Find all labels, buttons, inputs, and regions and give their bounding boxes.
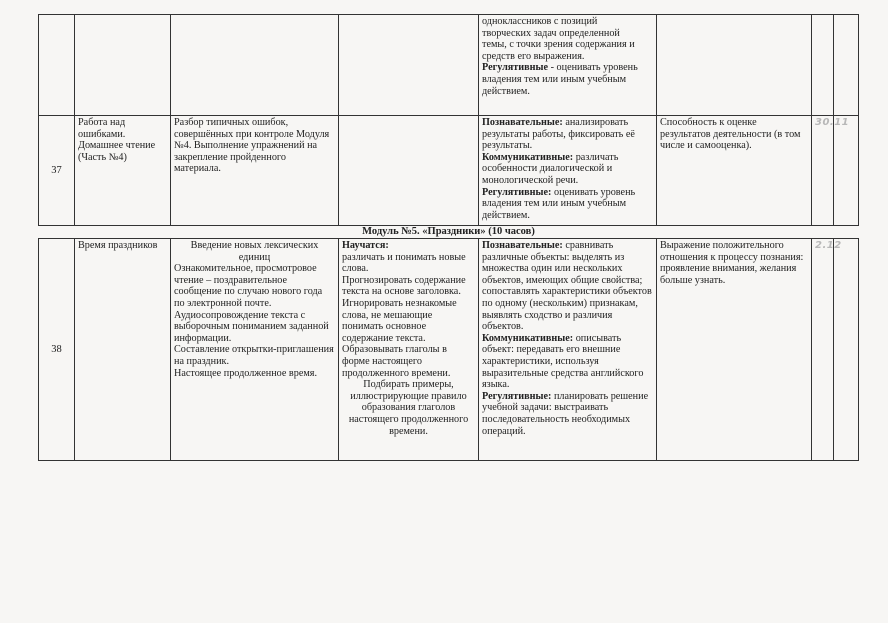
content-line: Введение новых лексических единиц [190, 240, 319, 263]
module-title: Модуль №5. «Праздники» (10 часов) [39, 226, 859, 239]
cell-empty [834, 239, 859, 461]
meta-line: одноклассников с позиций [482, 16, 598, 27]
communicative-ud [482, 333, 653, 391]
cell-metasubject-results [479, 116, 657, 226]
cognitive-text: анализировать результаты работы, фиксировать её результаты. [482, 117, 635, 152]
regulative-ud [482, 187, 653, 222]
handwritten-date: 2.12 [815, 240, 842, 251]
content-line: Составление открытки-приглашения на праздник. [174, 344, 334, 367]
cognitive-ud [482, 240, 653, 333]
communicative-ud [482, 152, 653, 187]
meta-line: творческих задач определенной [482, 27, 620, 39]
table-row-37 [39, 116, 859, 226]
cognitive-label: Познавательные: [482, 117, 563, 128]
lesson-topic: Время праздников [75, 239, 171, 461]
cell-subject-results [339, 15, 479, 116]
cell-empty [834, 15, 859, 116]
lesson-content: Разбор типичных ошибок, совершённых при контроле Модуля №4. Выполнение упражнений на закрепление пройденного материала. [171, 116, 339, 226]
cell-personal-results [657, 15, 812, 116]
cell-date [812, 116, 850, 226]
content-line: Ознакомительное, просмотровое чтение – поздравительное сообщение по случаю нового года по электронной почте. [174, 263, 323, 309]
cell-content [171, 15, 339, 116]
communicative-label: Коммуникативные: [482, 151, 574, 163]
subject-results [339, 239, 479, 461]
cell-date [812, 15, 834, 116]
regulative-text: оценивать уровень владения тем или иным учебным действием. [482, 186, 636, 221]
cognitive-text: сравнивать различные объекты: выделять из множества один или нескольких объектов, имеющих общие свойства; сопоставлять характеристики объектов по одному (нескольким) признакам, выявлять сходство и различия объектов. [482, 240, 652, 333]
communicative-label: Коммуникативные: [482, 332, 574, 344]
meta-line: средств его выражения. [482, 50, 585, 62]
regulative-text: планировать решение учебной задачи: выстраивать последовательность необходимых операций. [482, 390, 649, 437]
lesson-content [171, 239, 339, 461]
table-row-continuation [39, 15, 859, 116]
cognitive-label: Познавательные: [482, 240, 563, 251]
meta-line: темы, с точки зрения содержания и [482, 39, 635, 51]
regulative-label: Регулятивные [482, 62, 549, 74]
cell-date [812, 239, 842, 461]
content-line: Аудиосопровождение текста с выборочным пониманием заданной информации. [174, 309, 329, 344]
content-line: Настоящее продолженное время. [174, 367, 318, 379]
cognitive-ud [482, 117, 653, 152]
handwritten-date: 30.11 [815, 117, 850, 128]
learn-label: Научатся: [342, 240, 389, 251]
cell-topic [75, 15, 171, 116]
regulative-label: Регулятивные: [482, 390, 552, 402]
lesson-plan-table [38, 14, 859, 461]
regulative-ud [482, 391, 653, 437]
learn-item: различать и понимать новые слова. [342, 251, 466, 275]
learn-item: Подбирать примеры, иллюстрирующие правило образования глаголов настоящего продолженного времени. [348, 379, 469, 437]
lesson-number: 38 [39, 239, 75, 461]
regulative-text: - оценивать уровень владения тем или иным учебным действием. [482, 62, 638, 97]
cell-metasubject-results [479, 15, 657, 116]
cell-empty [834, 116, 859, 226]
communicative-text: различать особенности диалогической и монологической речи. [482, 151, 619, 186]
cell-number [39, 15, 75, 116]
cell-metasubject-results [479, 239, 657, 461]
lesson-topic: Работа над ошибками. Домашнее чтение (Часть №4) [75, 116, 171, 226]
learn-item: Прогнозировать содержание текста на основе заголовка. [342, 274, 466, 298]
learn-item: Игнорировать незнакомые слова, не мешающие понимать основное содержание текста. [342, 297, 457, 344]
personal-results: Выражение положительного отношения к процессу познания: проявление внимания, желания больше узнать. [657, 239, 812, 461]
learn-item: Образовывать глаголы в форме настоящего продолженного времени. [342, 344, 451, 379]
lesson-number: 37 [39, 116, 75, 226]
personal-results: Способность к оценке результатов деятельности (в том числе и самооценка). [657, 116, 812, 226]
cell-subject-results [339, 116, 479, 226]
regulative-label: Регулятивные: [482, 186, 552, 198]
communicative-text: описывать объект: передавать его внешние характеристики, используя выразительные средства английского языка. [482, 332, 644, 391]
table-row-38 [39, 239, 859, 461]
module-header-row [39, 226, 859, 239]
